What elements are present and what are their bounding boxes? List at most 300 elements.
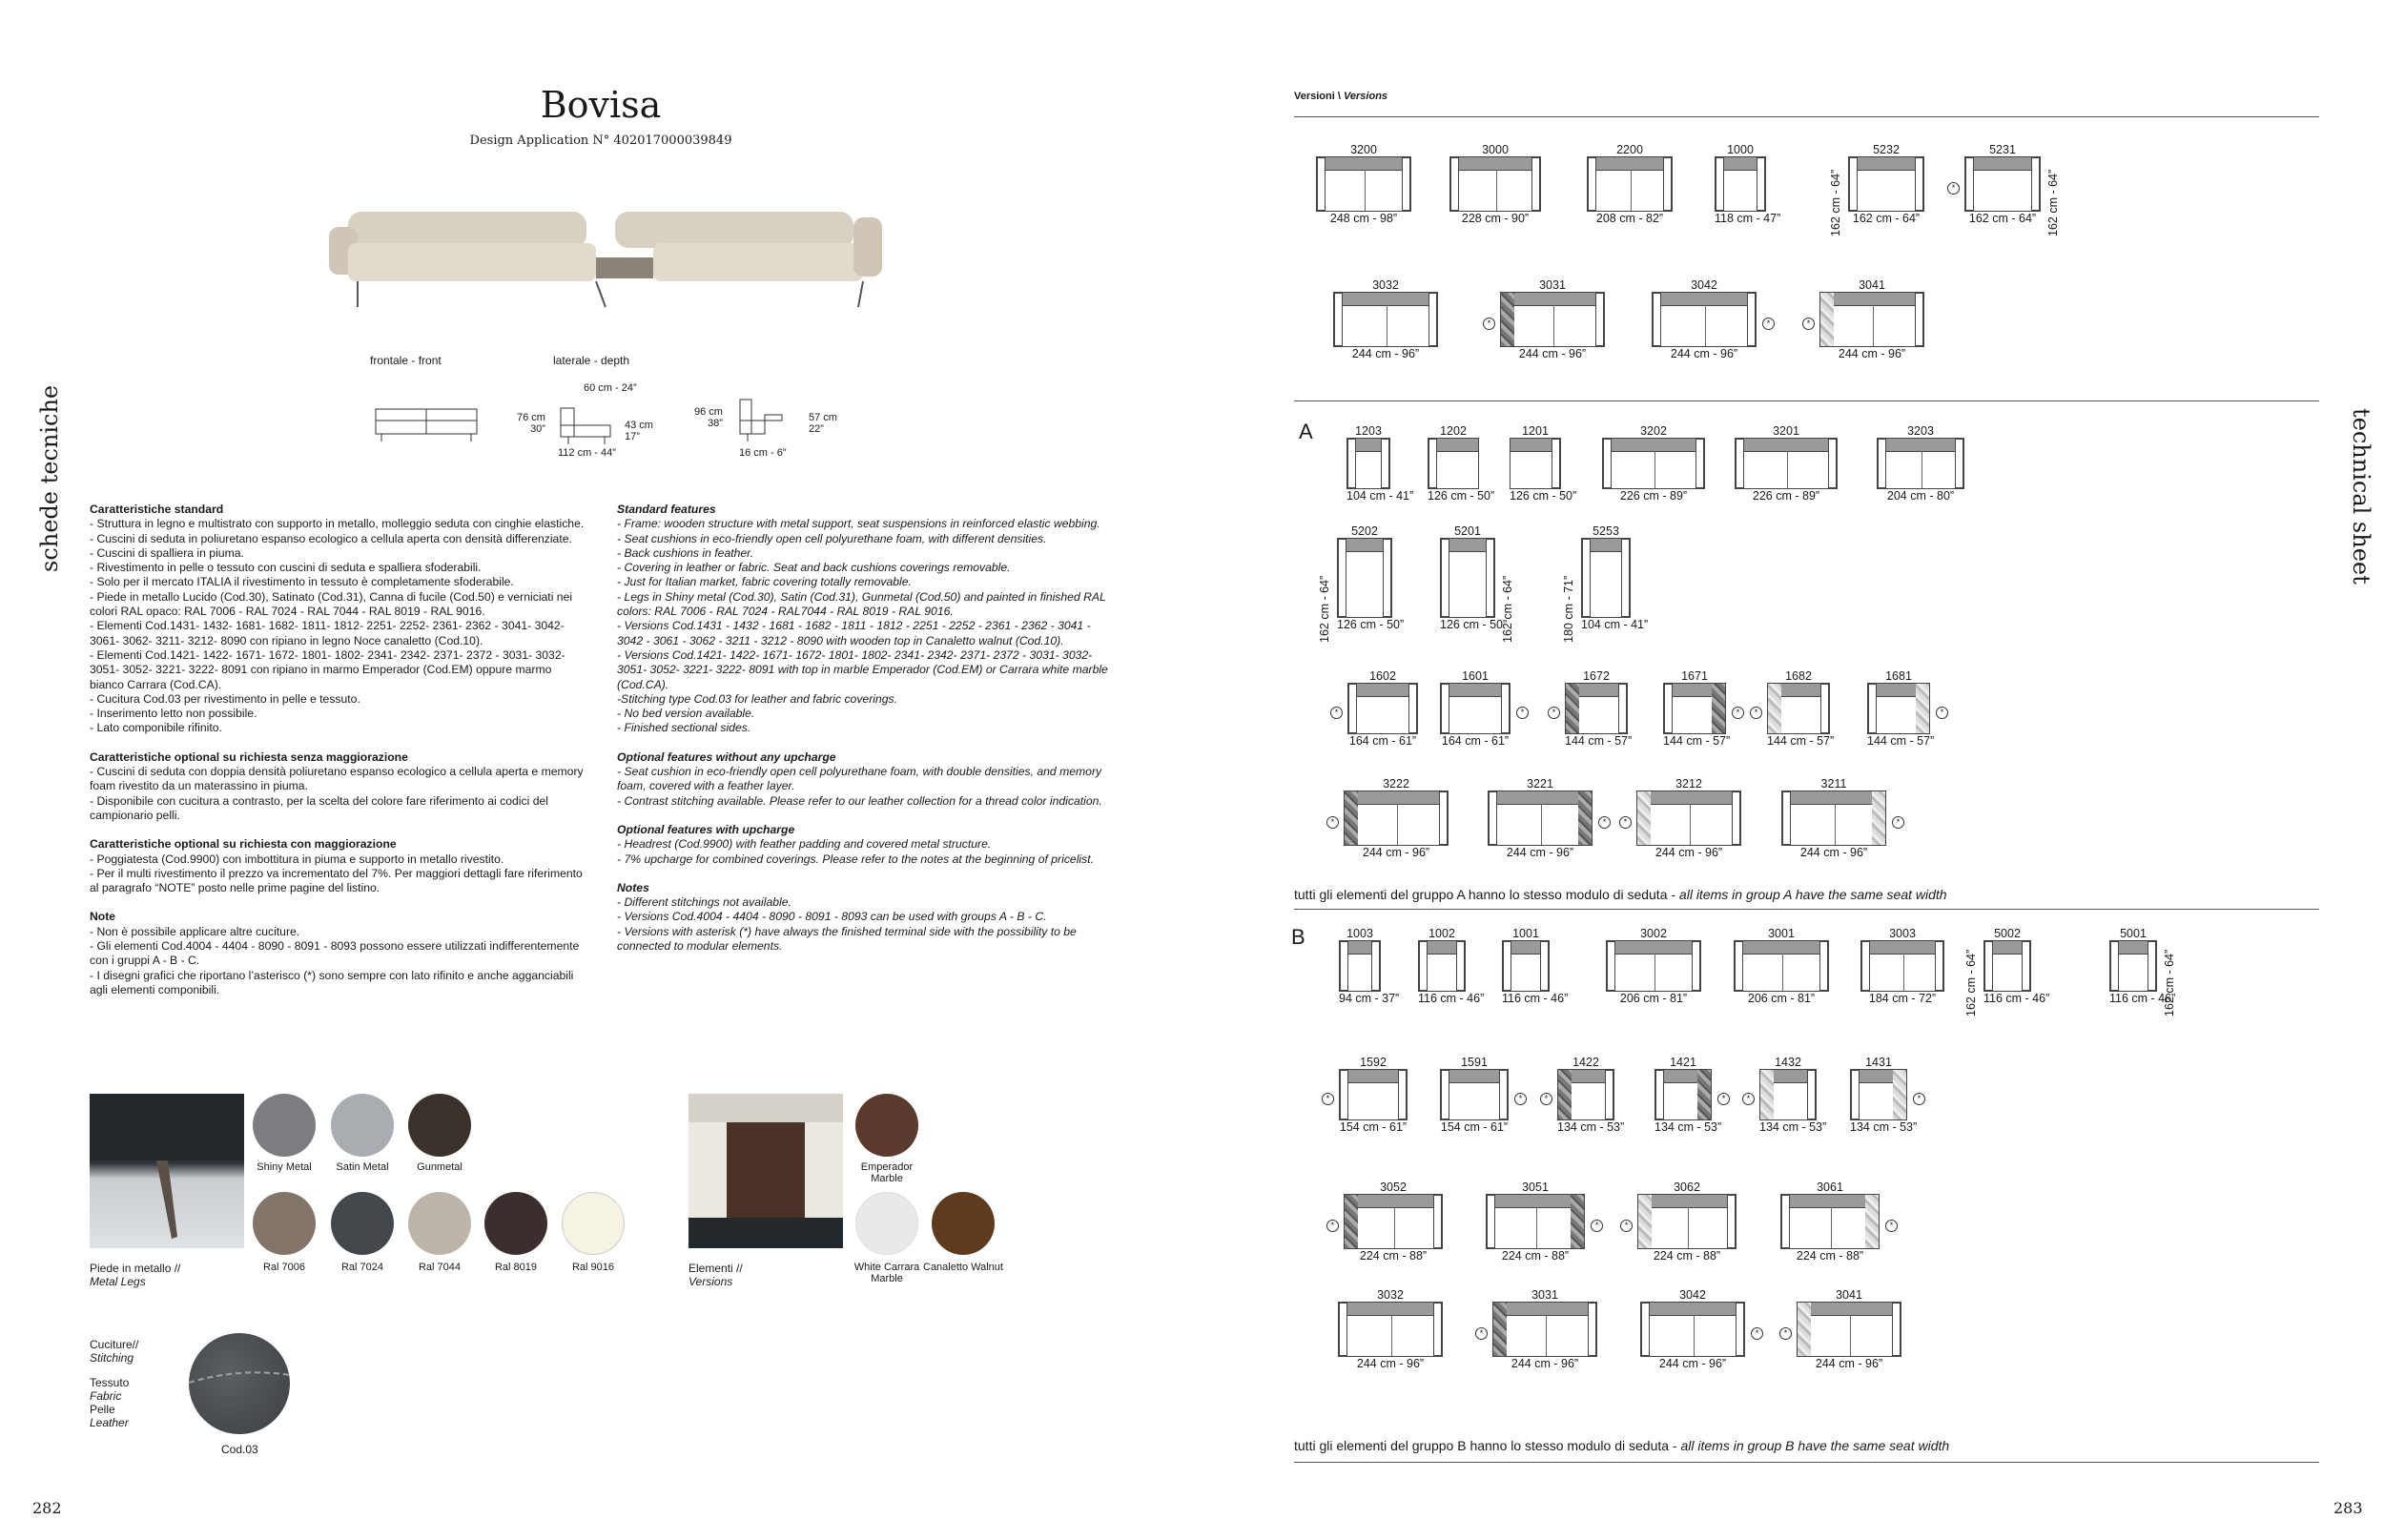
swatch-ral-7006[interactable] [253, 1192, 316, 1255]
version-dimension: 116 cm - 46” [2109, 992, 2176, 1005]
version-dimension: 104 cm - 41” [1346, 489, 1414, 503]
version-dimension: 244 cm - 96” [1506, 846, 1574, 859]
version-5202 [1318, 524, 1405, 643]
asterisk-icon: * [1947, 182, 1960, 195]
version-vertical-dimension: 162 cm - 64” [1501, 575, 1514, 643]
stitching-title: Cuciture// Stitching [90, 1338, 139, 1365]
version-dimension: 164 cm - 61” [1348, 734, 1417, 748]
asterisk-icon: * [1750, 707, 1762, 719]
product-title: Bovisa [540, 84, 662, 126]
version-code: 1203 [1355, 424, 1382, 438]
design-application: Design Application N° 402017000039849 [469, 133, 732, 148]
version-code: 3042 [1691, 278, 1717, 292]
sofa-plan-drawing [1652, 292, 1757, 347]
version-code: 3061 [1817, 1181, 1843, 1194]
version-code: 3201 [1773, 424, 1799, 438]
version-dimension: 126 cm - 50” [1510, 489, 1577, 503]
version-code: 3031 [1531, 1288, 1558, 1302]
side-view-drawing-b [736, 396, 793, 443]
version-dimension: 244 cm - 96” [1799, 846, 1868, 859]
sofa-plan-drawing [1339, 940, 1381, 992]
dim-seat-b: 57 cm 22” [809, 412, 837, 435]
version-code: 5202 [1351, 524, 1378, 538]
version-code: 3051 [1522, 1181, 1549, 1194]
version-1421 [1654, 1056, 1726, 1134]
version-3221 [1488, 777, 1607, 859]
version-dimension: 134 cm - 53” [1654, 1120, 1722, 1134]
version-3052 [1330, 1181, 1443, 1263]
version-1602 [1334, 669, 1418, 748]
version-dimension: 134 cm - 53” [1850, 1120, 1918, 1134]
version-dimension: 126 cm - 50” [1428, 489, 1495, 503]
asterisk-icon: * [1779, 1327, 1792, 1340]
version-code: 1002 [1428, 927, 1455, 940]
asterisk-icon: * [1802, 318, 1815, 330]
version-1202 [1428, 424, 1495, 503]
version-5201 [1440, 524, 1514, 643]
sofa-plan-drawing [1418, 940, 1466, 992]
sofa-plan-drawing [1797, 1302, 1901, 1357]
version-code: 3003 [1889, 927, 1916, 940]
version-1432 [1746, 1056, 1827, 1134]
version-3061 [1780, 1181, 1894, 1263]
version-3211 [1781, 777, 1901, 859]
version-code: 1682 [1785, 669, 1812, 683]
swatch-satin-metal-label: Satin Metal [336, 1161, 389, 1173]
version-3041 [1783, 1288, 1901, 1370]
version-vertical-dimension: 162 cm - 64” [2163, 949, 2176, 1016]
elements-photo [688, 1094, 843, 1248]
swatch-ral-7044-label: Ral 7044 [418, 1262, 462, 1273]
version-code: 1432 [1775, 1056, 1801, 1069]
version-1682 [1754, 669, 1835, 748]
version-code: 1592 [1360, 1056, 1387, 1069]
version-dimension: 224 cm - 88” [1796, 1249, 1864, 1263]
version-dimension: 206 cm - 81” [1619, 992, 1688, 1005]
sofa-plan-drawing [1333, 292, 1438, 347]
rule-group-b [1294, 909, 2319, 910]
version-1601 [1440, 669, 1525, 748]
version-vertical-dimension: 162 cm - 64” [1318, 575, 1331, 643]
version-dimension: 162 cm - 64” [1852, 212, 1921, 225]
swatch-ral-7024-label: Ral 7024 [340, 1262, 384, 1273]
swatch-canaletto-label: Canaletto Walnut [923, 1262, 1003, 1273]
version-dimension: 144 cm - 57” [1663, 734, 1731, 748]
version-code: 5201 [1454, 524, 1481, 538]
version-3212 [1623, 777, 1741, 859]
version-dimension: 116 cm - 46” [1418, 992, 1485, 1005]
version-1203 [1346, 424, 1414, 503]
dim-height-a: 76 cm 30” [517, 412, 545, 435]
sofa-plan-drawing [1440, 1069, 1509, 1120]
version-3051 [1486, 1181, 1599, 1263]
version-dimension: 144 cm - 57” [1867, 734, 1935, 748]
version-code: 1421 [1670, 1056, 1696, 1069]
metal-leg-photo [90, 1094, 244, 1248]
version-dimension: 244 cm - 96” [1658, 1357, 1727, 1370]
swatch-emperador-marble[interactable] [855, 1094, 918, 1157]
sofa-plan-drawing [1347, 683, 1418, 734]
version-vertical-dimension: 162 cm - 64” [2046, 169, 2060, 236]
version-code: 1422 [1572, 1056, 1599, 1069]
version-3042 [1652, 278, 1771, 360]
hero-sofa-image [329, 200, 882, 315]
features-en-standard: Standard features - Frame: wooden structure with metal support, seat suspensions in reinforced elastic webbing. - Seat cushions in eco-friendly open cell polyurethane foam, with different densities. - Back cushions in feather. - Covering in leather or fabric. Seat and back cushions coverings removable. - Just for Italian market, fabric covering totally removable. - Legs in Shiny metal (Cod.30), Satin (Cod.31), Gunmetal (Cod.50) and painted in finished RAL colors: RAL 7006 - RAL 7024 - RAL7044 - RAL 8019 - RAL 9016. - Versions Cod.1431 - 1432 - 1681 - 1682 - 1811 - 1812 - 2251 - 2252 - 2361 - 2362 - 3041 - 3042 - 3061 - 3062 - 3211 - 3212 - 8090 with wooden top in Canaletto walnut (Cod.10). - Versions Cod.1421- 1422- 1671- 1672- 1801- 1802- 2341- 2342- 2371- 2372 - 3031- 3032- 3051- 3052- 3221- 3222- 8091 with top in marble Emperador (Cod.EM) or Carrara white marble (Cod.CA). -Stitching type Cod.03 for leather and fabric coverings. - No bed version available. - Finished sectional sides. [617, 503, 1108, 735]
asterisk-icon: * [1326, 816, 1339, 829]
version-3200 [1316, 143, 1411, 225]
version-code: 1431 [1865, 1056, 1892, 1069]
version-code: 5232 [1873, 143, 1900, 156]
versions-header: Versioni \ Versions [1294, 91, 1388, 102]
sofa-plan-drawing [1636, 791, 1741, 846]
sofa-plan-drawing [1557, 1069, 1614, 1120]
legs-caption: Piede in metallo // Metal Legs [90, 1262, 181, 1288]
version-dimension: 116 cm - 46” [1983, 992, 2050, 1005]
asterisk-icon: * [1732, 707, 1744, 719]
version-code: 1003 [1346, 927, 1373, 940]
version-code: 3200 [1350, 143, 1377, 156]
asterisk-icon: * [1475, 1327, 1488, 1340]
sofa-plan-drawing [1767, 683, 1830, 734]
asterisk-icon: * [1885, 1220, 1898, 1232]
view-front-label: frontale - front [370, 354, 442, 367]
stitching-swatch[interactable] [189, 1333, 290, 1434]
group-a-footer: tutti gli elementi del gruppo A hanno lo stesso modulo di seduta - all items in group A have the same seat width [1294, 887, 1947, 902]
version-dimension: 184 cm - 72” [1868, 992, 1937, 1005]
version-3031 [1479, 1288, 1597, 1370]
dim-seat-height: 43 cm 17” [625, 420, 653, 442]
asterisk-icon: * [1742, 1093, 1755, 1105]
asterisk-icon: * [1620, 1220, 1633, 1232]
version-code: 1602 [1369, 669, 1396, 683]
sofa-plan-drawing [1964, 156, 2041, 212]
version-dimension: 144 cm - 57” [1565, 734, 1633, 748]
version-code: 3000 [1482, 143, 1509, 156]
asterisk-icon: * [1717, 1093, 1730, 1105]
version-5253 [1562, 524, 1649, 643]
version-dimension: 244 cm - 96” [1351, 347, 1420, 360]
sofa-plan-drawing [1565, 683, 1628, 734]
version-dimension: 116 cm - 46” [1502, 992, 1569, 1005]
version-dimension: 244 cm - 96” [1670, 347, 1738, 360]
version-code: 3221 [1527, 777, 1553, 791]
group-b-footer: tutti gli elementi del gruppo B hanno lo stesso modulo di seduta - all items in group B have the same seat width [1294, 1438, 1950, 1453]
version-dimension: 134 cm - 53” [1557, 1120, 1625, 1134]
version-dimension: 244 cm - 96” [1654, 846, 1723, 859]
sofa-plan-drawing [1346, 438, 1390, 489]
asterisk-icon: * [1892, 816, 1904, 829]
asterisk-icon: * [1598, 816, 1611, 829]
version-vertical-dimension: 162 cm - 64” [1829, 169, 1842, 236]
version-code: 3031 [1539, 278, 1566, 292]
version-dimension: 244 cm - 96” [1362, 846, 1430, 859]
version-1001 [1502, 927, 1569, 1005]
features-en-notes: Notes - Different stitchings not available. - Versions Cod.4004 - 4404 - 8090 - 8091 - 8093 can be used with groups A - B - C. - Versions with asterisk (*) have always the finished terminal side with the possibility to be connected to modular elements. [617, 880, 1077, 954]
version-1592 [1326, 1056, 1408, 1134]
version-dimension: 226 cm - 89” [1752, 489, 1820, 503]
version-3000 [1449, 143, 1541, 225]
sofa-plan-drawing [1440, 538, 1495, 618]
version-5231 [1951, 143, 2060, 236]
version-dimension: 226 cm - 89” [1619, 489, 1688, 503]
version-dimension: 208 cm - 82” [1595, 212, 1664, 225]
version-3031 [1487, 278, 1605, 360]
version-dimension: 94 cm - 37” [1339, 992, 1400, 1005]
version-vertical-dimension: 180 cm - 71” [1562, 575, 1575, 643]
version-code: 3032 [1372, 278, 1399, 292]
version-code: 2200 [1616, 143, 1643, 156]
version-dimension: 154 cm - 61” [1339, 1120, 1408, 1134]
sofa-plan-drawing [1486, 1194, 1585, 1249]
version-5232 [1829, 143, 1924, 236]
asterisk-icon: * [1516, 707, 1529, 719]
side-view-drawing-a [559, 399, 616, 446]
version-dimension: 244 cm - 96” [1356, 1357, 1425, 1370]
sofa-plan-drawing [1337, 538, 1392, 618]
asterisk-icon: * [1326, 1220, 1339, 1232]
swatch-satin-metal[interactable] [331, 1094, 394, 1157]
sofa-plan-drawing [1428, 438, 1479, 489]
asterisk-icon: * [1330, 707, 1343, 719]
asterisk-icon: * [1619, 816, 1632, 829]
version-dimension: 206 cm - 81” [1747, 992, 1816, 1005]
stitching-code: Cod.03 [221, 1443, 258, 1456]
sofa-plan-drawing [1488, 791, 1593, 846]
version-code: 1681 [1885, 669, 1912, 683]
swatch-shiny-metal-label: Shiny Metal [257, 1161, 312, 1173]
sofa-plan-drawing [1734, 940, 1829, 992]
version-code: 3002 [1640, 927, 1667, 940]
version-3001 [1734, 927, 1829, 1005]
side-label-right: technical sheet [2348, 408, 2374, 585]
version-3041 [1806, 278, 1924, 360]
features-it-notes: Note - Non è possibile applicare altre cuciture. - Gli elementi Cod.4004 - 4404 - 8090 - 8091 - 8093 possono essere utilizzati indifferentemente con i gruppi A - B - C. - I disegni grafici che riportano l’asterisco (*) sono sempre con lato rifinito e anche agganciabili agli elementi componibili. [90, 910, 580, 996]
version-code: 3062 [1674, 1181, 1700, 1194]
version-dimension: 204 cm - 80” [1886, 489, 1955, 503]
version-1000 [1715, 143, 1781, 225]
version-code: 3041 [1836, 1288, 1862, 1302]
dim-height-b: 96 cm 38” [694, 406, 723, 429]
version-dimension: 162 cm - 64” [1968, 212, 2037, 225]
version-3062 [1624, 1181, 1737, 1263]
sofa-plan-drawing [1780, 1194, 1880, 1249]
features-en-optional-free: Optional features without any upcharge - Seat cushion in eco-friendly open cell polyurethane foam, with double densities, and memory foam, covered with a feather layer. - Contrast stitching available. Please refer to our leather collection for a thread color indication. [617, 749, 1102, 808]
features-it-standard: Caratteristiche standard - Struttura in legno e multistrato con supporto in metallo, molleggio seduta con cinghie elastiche. - Cuscini di seduta in poliuretano espanso ecologico a cellula aperta con densità differenziate. - Cuscini di spalliera in piuma. - Rivestimento in pelle o tessuto con cuscini di seduta e spalliera sfoderabili. - Solo per il mercato ITALIA il rivestimento in tessuto è completamente sfoderabile. - Piede in metallo Lucido (Cod.30), Satinato (Cod.31), Canna di fucile (Cod.50) e verniciati nei colori RAL opaco: RAL 7006 - RAL 7024 - RAL 7044 - RAL 8019 - RAL 9016. - Elementi Cod.1431- 1432- 1681- 1682- 1811- 1812- 2251- 2252- 2361- 2362 - 3041- 3042- 3061- 3062- 3211- 3212- 8090 con ripiano in legno Noce canaletto (Cod.10). - Elementi Cod.1421- 1422- 1671- 1672- 1801- 1802- 2341- 2342- 2371- 2372 - 3031- 3032- 3051- 3052- 3221- 3222- 8091 con ripiano in marmo Emperador (Cod.EM) oppure marmo bianco Carrara (Cod.CA). - Cucitura Cod.03 per rivestimento in pelle e tessuto. - Inserimento letto non possibile. - Lato componibile rifinito. [90, 503, 585, 735]
sofa-plan-drawing [1440, 683, 1511, 734]
asterisk-icon: * [1540, 1093, 1552, 1105]
version-3003 [1860, 927, 1944, 1005]
version-dimension: 118 cm - 47” [1715, 212, 1781, 225]
asterisk-icon: * [1548, 707, 1560, 719]
version-code: 1202 [1440, 424, 1467, 438]
rule-group-a [1294, 400, 2319, 401]
sofa-plan-drawing [1510, 438, 1561, 489]
sofa-plan-drawing [1663, 683, 1726, 734]
swatch-carrara-marble[interactable] [855, 1192, 918, 1255]
version-3222 [1330, 777, 1449, 859]
version-1422 [1544, 1056, 1625, 1134]
sofa-plan-drawing [1781, 791, 1886, 846]
version-dimension: 164 cm - 61” [1441, 734, 1510, 748]
features-en-optional-paid: Optional features with upcharge - Headrest (Cod.9900) with feather padding and covered metal structure. - 7% upcharge for combined coverings. Please refer to the notes at the beginning of pricelist. [617, 822, 1094, 866]
version-5002 [1964, 927, 2050, 1016]
sofa-plan-drawing [1983, 940, 2031, 992]
version-3201 [1735, 424, 1838, 503]
front-view-drawing [374, 405, 479, 443]
version-code: 3041 [1859, 278, 1885, 292]
sofa-plan-drawing [1316, 156, 1411, 212]
version-dimension: 134 cm - 53” [1759, 1120, 1827, 1134]
version-dimension: 104 cm - 41” [1581, 618, 1649, 631]
version-1671 [1663, 669, 1740, 748]
version-dimension: 244 cm - 96” [1518, 347, 1587, 360]
version-code: 5002 [1994, 927, 2021, 940]
swatch-ral-7006-label: Ral 7006 [262, 1262, 306, 1273]
rule-bottom [1294, 1462, 2319, 1463]
elements-caption: Elementi // Versions [688, 1262, 743, 1288]
sofa-plan-drawing [1492, 1302, 1597, 1357]
swatch-shiny-metal[interactable] [253, 1094, 316, 1157]
version-dimension: 244 cm - 96” [1838, 347, 1906, 360]
sofa-plan-drawing [1500, 292, 1605, 347]
version-code: 1601 [1462, 669, 1489, 683]
version-3002 [1606, 927, 1701, 1005]
sofa-plan-drawing [1735, 438, 1838, 489]
sofa-plan-drawing [1759, 1069, 1817, 1120]
version-1681 [1867, 669, 1944, 748]
version-dimension: 248 cm - 98” [1329, 212, 1398, 225]
swatch-ral-7024[interactable] [331, 1192, 394, 1255]
version-dimension: 224 cm - 88” [1653, 1249, 1721, 1263]
version-1591 [1440, 1056, 1523, 1134]
asterisk-icon: * [1591, 1220, 1603, 1232]
version-dimension: 224 cm - 88” [1359, 1249, 1428, 1263]
page-number-right: 283 [2333, 1499, 2363, 1517]
version-vertical-dimension: 162 cm - 64” [1964, 949, 1978, 1016]
features-it-optional-paid: Caratteristiche optional su richiesta con maggiorazione - Poggiatesta (Cod.9900) con imbottitura in piuma e supporto in metallo rivestito. - Per il multi rivestimento il prezzo va incrementato del 7%. Per maggiori dettagli fare riferimento al paragrafo “NOTE” posto nelle prime pagine del listino. [90, 837, 583, 895]
sofa-plan-drawing [1819, 292, 1924, 347]
version-dimension: 154 cm - 61” [1440, 1120, 1509, 1134]
swatch-gunmetal-label: Gunmetal [417, 1161, 462, 1173]
swatch-ral-7044[interactable] [408, 1192, 471, 1255]
group-a-label: A [1299, 420, 1313, 443]
version-code: 3222 [1383, 777, 1409, 791]
sofa-plan-drawing [1502, 940, 1550, 992]
swatch-ral-9016[interactable] [562, 1192, 625, 1255]
dim-depth-a: 112 cm - 44” [558, 447, 616, 459]
version-dimension: 244 cm - 96” [1511, 1357, 1579, 1370]
version-dimension: 228 cm - 90” [1461, 212, 1530, 225]
version-3032 [1333, 278, 1438, 360]
features-it-optional-free: Caratteristiche optional su richiesta senza maggiorazione - Cuscini di seduta con doppia densità poliuretano espanso ecologico a cellula aperta e memory foam rivestito da un materassino in piuma. - Disponibile con cucitura a contrasto, per la scelta del colore fare riferimento ai codici del campionario pelli. [90, 749, 584, 822]
version-dimension: 126 cm - 50” [1337, 618, 1405, 631]
version-3042 [1640, 1288, 1759, 1370]
rule-top [1294, 116, 2319, 117]
version-code: 5231 [1989, 143, 2016, 156]
sofa-plan-drawing [1860, 940, 1944, 992]
swatch-ral-9016-label: Ral 9016 [571, 1262, 615, 1273]
sofa-plan-drawing [1338, 1302, 1443, 1357]
sofa-plan-drawing [1848, 156, 1924, 212]
sofa-plan-drawing [1867, 683, 1930, 734]
version-code: 1201 [1522, 424, 1549, 438]
side-label-left: schede tecniche [36, 384, 63, 572]
version-1431 [1850, 1056, 1922, 1134]
sofa-plan-drawing [1344, 1194, 1443, 1249]
view-depth-label: laterale - depth [553, 354, 630, 367]
asterisk-icon: * [1483, 318, 1495, 330]
sofa-plan-drawing [1449, 156, 1541, 212]
swatch-carrara-label: White Carrara Marble [853, 1262, 920, 1284]
page-number-left: 282 [32, 1499, 62, 1517]
version-code: 1672 [1583, 669, 1610, 683]
dim-depth-b: 16 cm - 6” [739, 447, 787, 459]
sofa-plan-drawing [1654, 1069, 1712, 1120]
version-code: 3042 [1679, 1288, 1706, 1302]
dim-top-depth: 60 cm - 24” [584, 382, 637, 394]
version-code: 3211 [1820, 777, 1847, 791]
sofa-plan-drawing [2109, 940, 2157, 992]
version-dimension: 224 cm - 88” [1501, 1249, 1570, 1263]
sofa-plan-drawing [1640, 1302, 1745, 1357]
swatch-gunmetal[interactable] [408, 1094, 471, 1157]
sofa-plan-drawing [1850, 1069, 1907, 1120]
version-code: 1001 [1512, 927, 1539, 940]
version-code: 3202 [1640, 424, 1667, 438]
sofa-plan-drawing [1715, 156, 1766, 212]
version-code: 3032 [1377, 1288, 1404, 1302]
version-code: 3212 [1675, 777, 1702, 791]
version-3202 [1602, 424, 1705, 503]
swatch-ral-8019-label: Ral 8019 [494, 1262, 538, 1273]
version-code: 3052 [1380, 1181, 1407, 1194]
swatch-emperador-label: Emperador Marble [860, 1161, 914, 1184]
version-1201 [1510, 424, 1577, 503]
asterisk-icon: * [1913, 1093, 1925, 1105]
asterisk-icon: * [1514, 1093, 1527, 1105]
asterisk-icon: * [1751, 1327, 1763, 1340]
version-3032 [1338, 1288, 1443, 1370]
features-en [617, 503, 1113, 968]
version-code: 1000 [1727, 143, 1754, 156]
version-2200 [1587, 143, 1673, 225]
swatch-canaletto-walnut[interactable] [932, 1192, 995, 1255]
sofa-plan-drawing [1877, 438, 1964, 489]
version-code: 3001 [1768, 927, 1795, 940]
stitching-materials: Tessuto Fabric Pelle Leather [90, 1376, 130, 1429]
asterisk-icon: * [1936, 707, 1948, 719]
version-code: 3203 [1907, 424, 1934, 438]
version-5001 [2109, 927, 2176, 1016]
sofa-plan-drawing [1587, 156, 1673, 212]
version-code: 5253 [1593, 524, 1619, 538]
version-1672 [1552, 669, 1633, 748]
version-code: 5001 [2120, 927, 2147, 940]
swatch-ral-8019[interactable] [484, 1192, 547, 1255]
version-dimension: 144 cm - 57” [1767, 734, 1835, 748]
version-3203 [1877, 424, 1964, 503]
sofa-plan-drawing [1606, 940, 1701, 992]
version-1003 [1339, 927, 1400, 1005]
asterisk-icon: * [1762, 318, 1775, 330]
version-1002 [1418, 927, 1485, 1005]
sofa-plan-drawing [1339, 1069, 1408, 1120]
sofa-plan-drawing [1637, 1194, 1737, 1249]
version-dimension: 244 cm - 96” [1815, 1357, 1883, 1370]
version-code: 1671 [1681, 669, 1708, 683]
version-code: 1591 [1461, 1056, 1488, 1069]
sofa-plan-drawing [1344, 791, 1449, 846]
